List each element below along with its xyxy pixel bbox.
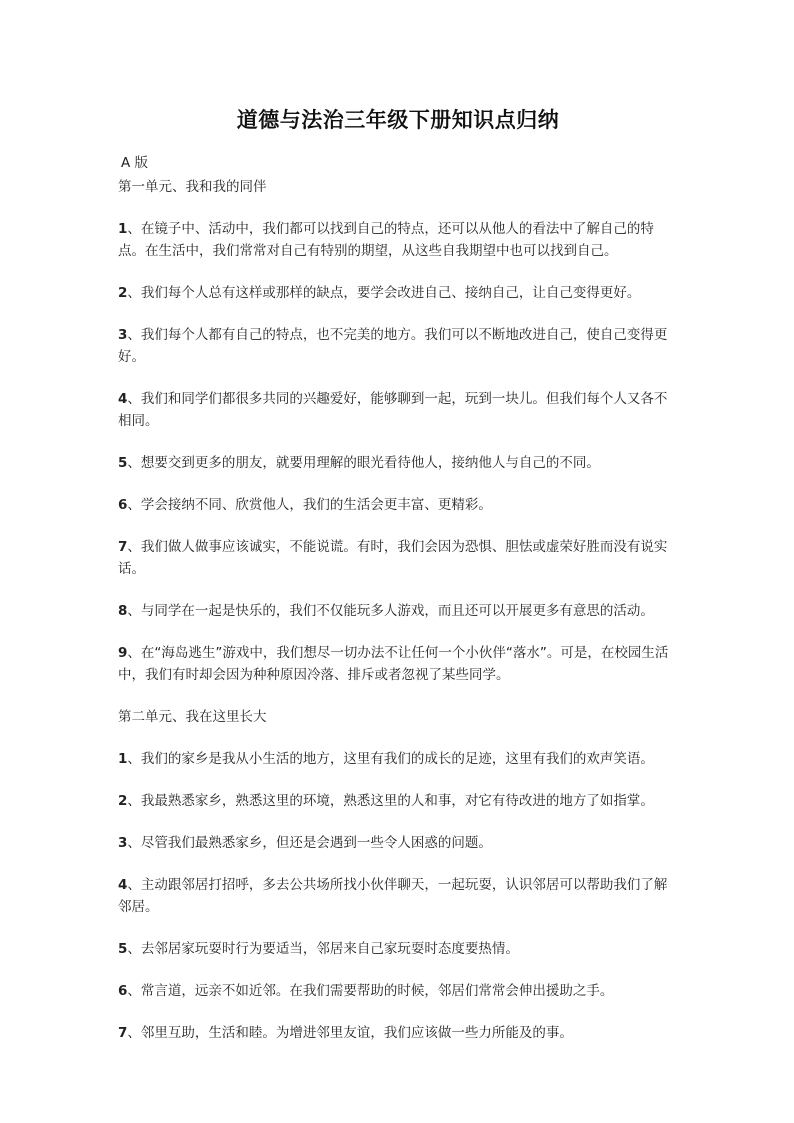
- unit-2-item-5: [118, 938, 678, 960]
- unit-2-item-1: [118, 748, 678, 770]
- item-text: 、学会接纳不同、欣赏他人，我们的生活会更丰富、更精彩。: [127, 497, 492, 513]
- item-number: 3: [118, 835, 128, 851]
- unit-2-item-6: [118, 980, 678, 1002]
- item-text: 、我们和同学们都很多共同的兴趣爱好，能够聊到一起，玩到一块儿。但我们每个人又各不相同。: [118, 391, 668, 429]
- item-text: 、我们每个人总有这样或那样的缺点，要学会改进自己、接纳自己，让自己变得更好。: [127, 285, 641, 301]
- item-number: 5: [118, 455, 128, 471]
- item-number: 8: [118, 603, 128, 619]
- item-text: 、在“海岛逃生”游戏中，我们想尽一切办法不让任何一个小伙伴“落水”。可是，在校园生活中，我们有时却会因为种种原因冷落、排斥或者忽视了某些同学。: [118, 645, 669, 683]
- document-title: 道德与法治三年级下册知识点归纳: [236, 108, 560, 132]
- unit-1-heading: 第一单元、我和我的同伴: [118, 179, 267, 195]
- unit-1-item-7: [118, 536, 678, 580]
- item-text: 、去邻居家玩耍时行为要适当，邻居来自己家玩耍时态度要热情。: [127, 941, 519, 957]
- unit-1-item-6: [118, 494, 678, 516]
- item-number: 4: [118, 877, 128, 893]
- item-text: 、在镜子中、活动中，我们都可以找到自己的特点，还可以从他人的看法中了解自己的特点。在生活中，我们常常对自己有特别的期望，从这些自我期望中也可以找到自己。: [118, 221, 654, 259]
- item-number: 5: [118, 941, 128, 957]
- item-number: 9: [118, 645, 128, 661]
- item-text: 、我们做人做事应该诚实，不能说谎。有时，我们会因为恐惧、胆怯或虚荣好胜而没有说实话。: [118, 539, 668, 577]
- unit-2-item-3: [118, 832, 678, 854]
- unit-2-item-2: [118, 790, 678, 812]
- item-number: 3: [118, 327, 128, 343]
- item-number: 6: [118, 983, 128, 999]
- item-text: 、主动跟邻居打招呼，多去公共场所找小伙伴聊天，一起玩耍，认识邻居可以帮助我们了解邻居。: [118, 877, 668, 915]
- item-text: 、我们的家乡是我从小生活的地方，这里有我们的成长的足迹，这里有我们的欢声笑语。: [127, 751, 654, 767]
- item-text: 、我们每个人都有自己的特点，也不完美的地方。我们可以不断地改进自己，使自己变得更好。: [118, 327, 668, 365]
- unit-1-item-1: [118, 218, 678, 262]
- item-text: 、想要交到更多的朋友，就要用理解的眼光看待他人，接纳他人与自己的不同。: [127, 455, 600, 471]
- unit-1-item-2: [118, 282, 678, 304]
- unit-1-item-3: [118, 324, 678, 368]
- item-number: 7: [118, 539, 128, 555]
- unit-2-item-7: [118, 1022, 678, 1044]
- version-label: A 版: [121, 155, 149, 171]
- item-text: 、我最熟悉家乡，熟悉这里的环境，熟悉这里的人和事，对它有待改进的地方了如指掌。: [127, 793, 654, 809]
- document-body: [118, 152, 678, 1044]
- item-number: 1: [118, 751, 128, 767]
- unit-2-heading: 第二单元、我在这里长大: [118, 709, 267, 725]
- unit-1-item-5: [118, 452, 678, 474]
- item-number: 1: [118, 221, 128, 237]
- item-text: 、邻里互助，生活和睦。为增进邻里友谊，我们应该做一些力所能及的事。: [127, 1025, 573, 1041]
- unit-2-item-4: [118, 874, 678, 918]
- unit-1-item-9: [118, 642, 678, 686]
- unit-1-item-8: [118, 600, 678, 622]
- item-text: 、与同学在一起是快乐的，我们不仅能玩多人游戏，而且还可以开展更多有意思的活动。: [127, 603, 654, 619]
- item-number: 7: [118, 1025, 128, 1041]
- item-number: 6: [118, 497, 128, 513]
- item-text: 、尽管我们最熟悉家乡，但还是会遇到一些令人困惑的问题。: [127, 835, 492, 851]
- item-text: 、常言道，远亲不如近邻。在我们需要帮助的时候，邻居们常常会伸出援助之手。: [127, 983, 614, 999]
- unit-1-item-4: [118, 388, 678, 432]
- item-number: 2: [118, 285, 128, 301]
- item-number: 4: [118, 391, 128, 407]
- item-number: 2: [118, 793, 128, 809]
